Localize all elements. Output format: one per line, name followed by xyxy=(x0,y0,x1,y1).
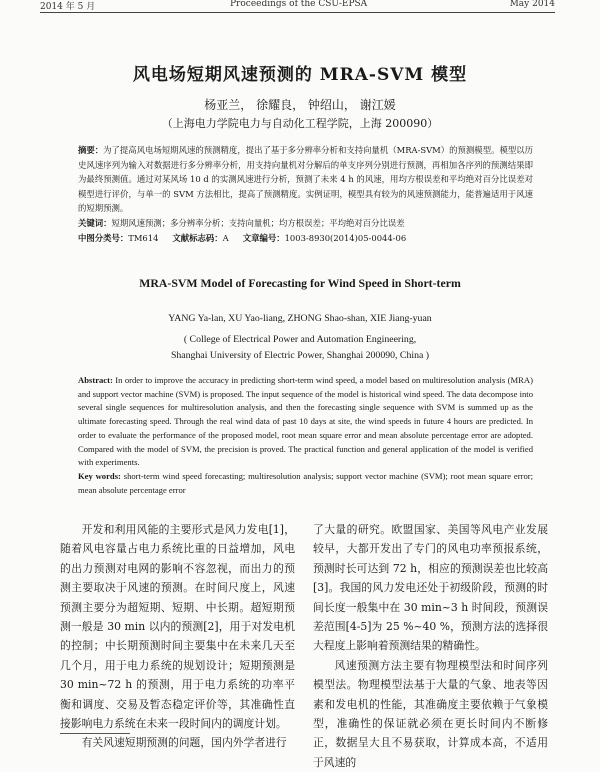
english-abstract-block xyxy=(78,374,533,497)
running-head-issue: May 2014 xyxy=(509,0,555,9)
article-label: 文章编号： xyxy=(242,232,285,243)
running-head-journal: Proceedings of the CSU-EPSA xyxy=(230,0,368,9)
chinese-abstract xyxy=(78,143,533,216)
english-keywords-text: short-term wind speed forecasting; multiresolution analysis; support vector machine (SVM); root mean square error; mean absolute percentage error xyxy=(78,470,534,495)
chinese-abstract-text: 为了提高风电场短期风速的预测精度，提出了基于多分辨率分析和支持向量机（MRA-SVM）的预测模型。模型以历史风速序列为输入对数据进行多分辨率分析，用支持向量机对分解后的单支序列分别进行预测，再相加各序列的预测结果即为最终预测值。通过对某风场 10 d 的实测风速进行分析，预测了未来 4 h 的风速，用均方根误差和平均绝对百分比误差对模型进行评价，与单一的 SVM 方法相比，提高了预测精度。实例证明，模型具有较为的风速预测能力，能普遍适用于风速的短期预测。 xyxy=(78,145,533,214)
english-abstract-text: In order to improve the accuracy in predicting short-term wind speed, a model based on multiresolution analysis (MRA) and support vector machine (SVM) is proposed. The input sequence of the model is historical wind speed. The data decompose into several single sequences for multiresolution analysis, and then the forecasting single sequence with SVM is summed up as the ultimate forecasting speed. Through the real wind data of past 10 days at site, the wind speeds in future 4 hours are predicted. In order to evaluate the performance of the proposed model, root mean square error and mean absolute percentage error are adopted. Compared with the model of SVM, the precision is proved. The practical function and general application of the model is verified with experiments. xyxy=(78,375,533,468)
body-paragraph: 开发和利用风能的主要形式是风力发电[1]，随着风电容量占电力系统比重的日益增加，风电的出力预测对电网的影响不容忽视，而出力的预测主要取决于风速的预测。在时间尺度上，风速预测主要分为超短期、短期、中长期。超短期预测一般是 30 min 以内的预测[2]，用于对发电机的控制；中长期预测时间主要集中在未来几天至几个月，用于电力系统的规划设计；短期预测是 30 min~72 h 的预测，用于电力系统的功率平衡和调度、交易及暂态稳定评价等，其准确性直接影响电力系统在未来一段时间内的调度计划。 xyxy=(60,523,295,731)
chinese-title: 风电场短期风速预测的 MRA-SVM 模型 xyxy=(132,65,468,85)
header-rule xyxy=(40,12,555,13)
article-value: 1003-8930(2014)05-0044-06 xyxy=(284,232,407,243)
document-code xyxy=(172,231,228,246)
english-authors: YANG Ya-lan, XU Yao-liang, ZHONG Shao-shan, XIE Jiang-yuan xyxy=(168,313,432,324)
english-keywords-label: Key words: xyxy=(78,470,121,481)
english-keywords xyxy=(78,470,533,497)
running-head xyxy=(0,0,600,12)
chinese-keywords xyxy=(78,216,533,231)
chinese-keywords-label: 关键词： xyxy=(78,217,112,228)
chinese-keywords-text: 短期风速预测；多分辨率分析；支持向量机；均方根误差；平均绝对百分比误差 xyxy=(111,217,405,228)
body-paragraph: 风速预测方法主要有物理模型法和时间序列模型法。物理模型法基于大量的气象、地表等因素和发电机的性能，其准确度主要依赖于气象模型，准确性的保证就必须在更长时间内不断修正，数据呈大且不易获取，计算成本高，不适用于风速的 xyxy=(313,658,548,769)
chinese-abstract-block xyxy=(78,143,533,245)
clc-value: TM614 xyxy=(128,232,159,243)
body-paragraph: 了大量的研究。欧盟国家、美国等风电产业发展较早，大都开发出了专门的风电功率预报系统，预测时长可达到 72 h，相应的预测误差也比较高[3]。我国的风力发电还处于初级阶段，预测的时间长度一般集中在 30 min~3 h 时间段，预测误差范围[4-5]为 25 %~40 %，预测方法的选择很大程度上影响着预测结果的精确性。 xyxy=(313,523,548,653)
chinese-affiliation: （上海电力学院电力与自动化工程学院，上海 200090） xyxy=(161,117,439,130)
english-title: MRA-SVM Model of Forecasting for Wind Speed in Short-term xyxy=(139,276,461,290)
english-affiliation-line1: ( College of Electrical Power and Automation Engineering, xyxy=(183,334,417,345)
doc-value: A xyxy=(222,232,229,243)
chinese-abstract-label: 摘要： xyxy=(78,145,104,155)
footnote-rule xyxy=(60,733,130,734)
running-head-date: 2014 年 5 月 xyxy=(40,2,96,12)
doc-label: 文献标志码： xyxy=(172,232,223,243)
chinese-authors: 杨亚兰， 徐耀良， 钟绍山， 谢江媛 xyxy=(204,98,396,112)
english-affiliation xyxy=(0,332,600,364)
article-number xyxy=(243,231,406,246)
body-column-right xyxy=(313,520,548,772)
english-affiliation-line2: Shanghai University of Electric Power, Shanghai 200090, China ) xyxy=(170,350,430,361)
body-paragraph: 有关风速短期预测的问题，国内外学者进行 xyxy=(81,736,287,750)
english-abstract xyxy=(78,374,533,470)
english-abstract-label: Abstract: xyxy=(78,375,113,385)
clc-label: 中图分类号： xyxy=(78,232,129,243)
body-column-left xyxy=(60,520,295,753)
clc-number xyxy=(78,231,158,246)
classification-line xyxy=(78,231,533,246)
